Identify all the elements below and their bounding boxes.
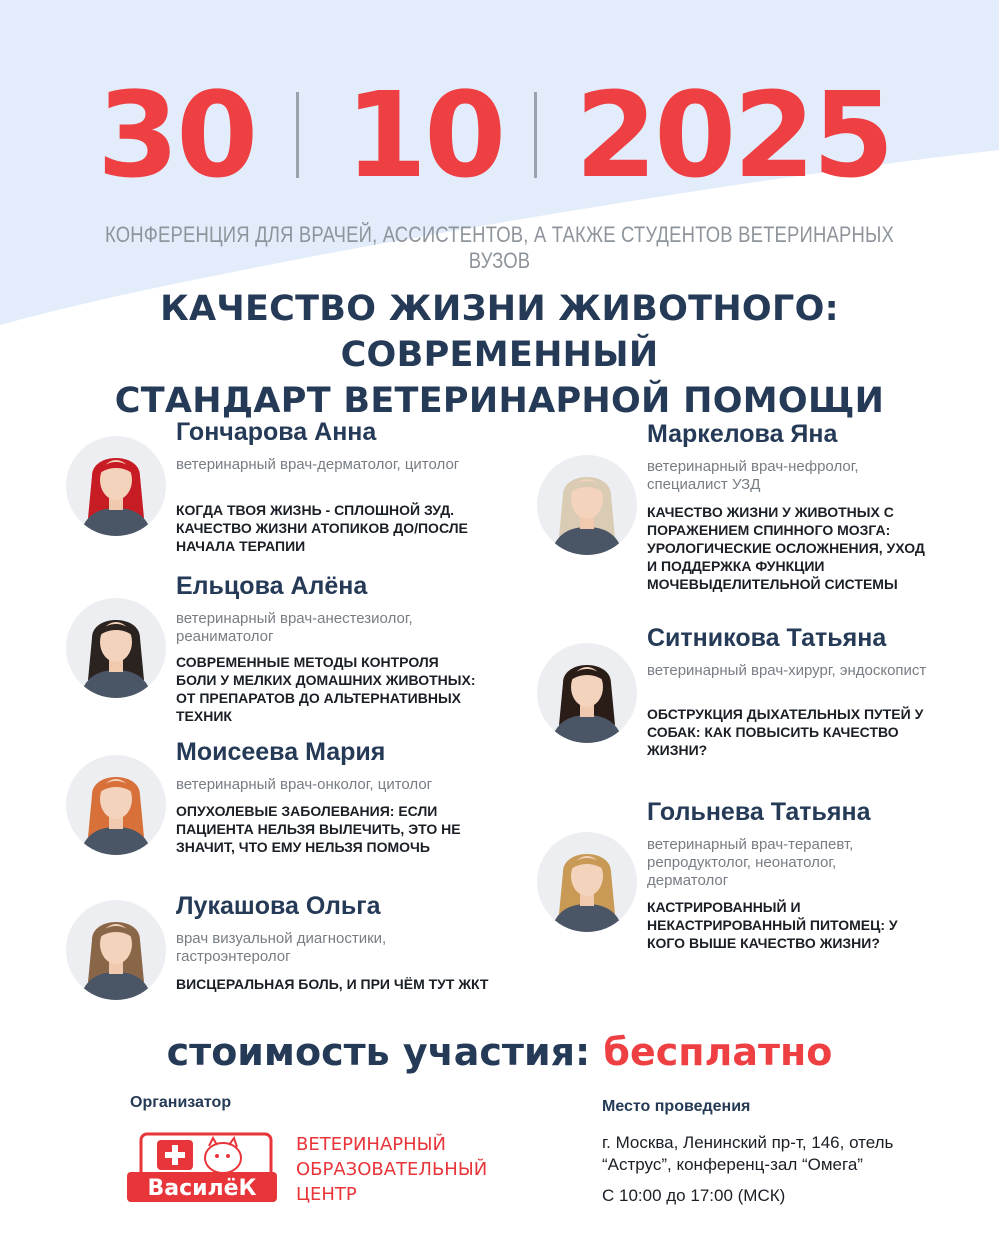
person-portrait-icon — [537, 643, 637, 743]
speaker-talk: ОПУХОЛЕВЫЕ ЗАБОЛЕВАНИЯ: ЕСЛИ ПАЦИЕНТА НЕЛЬЗЯ ВЫЛЕЧИТЬ, ЭТО НЕ ЗНАЧИТ, ЧТО ЕМУ НЕЛЬЗЯ ПОМОЧЬ — [176, 803, 461, 855]
speaker-role: ветеринарный врач-нефролог, специалист УЗД — [647, 458, 859, 493]
person-portrait-icon — [66, 900, 166, 1000]
person-portrait-icon — [66, 436, 166, 536]
logo-wordmark: ВасилёК — [147, 1176, 257, 1201]
conference-title — [0, 286, 999, 424]
organizer-line-3: ЦЕНТР — [296, 1184, 357, 1205]
speaker-photo — [537, 455, 637, 555]
speaker-name: Маркелова Яна — [647, 420, 838, 448]
vasilek-logo — [127, 1132, 277, 1206]
speaker-name: Гольнева Татьяна — [647, 798, 871, 826]
venue-address: г. Москва, Ленинский пр-т, 146, отель “Аструс”, конференц-зал “Омега” — [602, 1133, 894, 1174]
price-label: стоимость участия: — [166, 1030, 591, 1074]
person-portrait-icon — [66, 755, 166, 855]
speaker-role: ветеринарный врач-дерматолог, цитолог — [176, 456, 460, 473]
speaker-role: ветеринарный врач-терапевт, репродуктолог, неонатолог, дерматолог — [647, 836, 854, 889]
date-separator — [296, 92, 299, 178]
speaker-name: Ситникова Татьяна — [647, 624, 887, 652]
organizer-line-2: ОБРАЗОВАТЕЛЬНЫЙ — [296, 1159, 488, 1180]
conference-subtitle: КОНФЕРЕНЦИЯ ДЛЯ ВРАЧЕЙ, АССИСТЕНТОВ, А ТАКЖЕ СТУДЕНТОВ ВЕТЕРИНАРНЫХ ВУЗОВ — [104, 222, 895, 273]
price-line — [0, 1030, 999, 1074]
speaker-name: Ельцова Алёна — [176, 572, 368, 600]
organizer-label: Организатор — [130, 1094, 232, 1111]
speaker-role: ветеринарный врач-хирург, эндоскопист — [647, 662, 927, 679]
person-portrait-icon — [537, 832, 637, 932]
date-year: 2025 — [575, 66, 892, 204]
speaker-name: Гончарова Анна — [176, 418, 377, 446]
event-date — [0, 66, 999, 204]
speaker-photo — [66, 598, 166, 698]
speaker-photo — [66, 900, 166, 1000]
speaker-talk: ОБСТРУКЦИЯ ДЫХАТЕЛЬНЫХ ПУТЕЙ У СОБАК: КАК ПОВЫСИТЬ КАЧЕСТВО ЖИЗНИ? — [647, 706, 924, 758]
title-line-1: КАЧЕСТВО ЖИЗНИ ЖИВОТНОГО: СОВРЕМЕННЫЙ — [160, 289, 839, 375]
date-separator — [534, 92, 537, 178]
speaker-photo — [537, 643, 637, 743]
venue-time: С 10:00 до 17:00 (МСК) — [602, 1186, 786, 1205]
speaker-talk: КОГДА ТВОЯ ЖИЗНЬ - СПЛОШНОЙ ЗУД. КАЧЕСТВО ЖИЗНИ АТОПИКОВ ДО/ПОСЛЕ НАЧАЛА ТЕРАПИИ — [176, 502, 468, 554]
speaker-talk: ВИСЦЕРАЛЬНАЯ БОЛЬ, И ПРИ ЧЁМ ТУТ ЖКТ — [176, 976, 489, 992]
speaker-photo — [537, 832, 637, 932]
speaker-role: ветеринарный врач-анестезиолог, реаниматолог — [176, 610, 413, 645]
speaker-role: врач визуальной диагностики, гастроэнтеролог — [176, 930, 387, 965]
date-day: 30 — [97, 66, 256, 204]
organizer-name — [296, 1132, 487, 1207]
speaker-talk: КАСТРИРОВАННЫЙ И НЕКАСТРИРОВАННЫЙ ПИТОМЕЦ: У КОГО ВЫШЕ КАЧЕСТВО ЖИЗНИ? — [647, 899, 898, 951]
speaker-name: Моисеева Мария — [176, 738, 386, 766]
speaker-talk: КАЧЕСТВО ЖИЗНИ У ЖИВОТНЫХ С ПОРАЖЕНИЕМ СПИННОГО МОЗГА: УРОЛОГИЧЕСКИЕ ОСЛОЖНЕНИЯ, УХОД И ПОДДЕРЖКА ФУНКЦИИ МОЧЕВЫДЕЛИТЕЛЬНОЙ СИСТЕМЫ — [647, 504, 925, 592]
person-portrait-icon — [537, 455, 637, 555]
price-value: бесплатно — [603, 1030, 833, 1074]
speaker-talk: СОВРЕМЕННЫЕ МЕТОДЫ КОНТРОЛЯ БОЛИ У МЕЛКИХ ДОМАШНИХ ЖИВОТНЫХ: ОТ ПРЕПАРАТОВ ДО АЛЬТЕРНАТИВНЫХ ТЕХНИК — [176, 654, 476, 724]
title-line-2: СТАНДАРТ ВЕТЕРИНАРНОЙ ПОМОЩИ — [114, 381, 885, 421]
speaker-role: ветеринарный врач-онколог, цитолог — [176, 776, 433, 793]
date-month: 10 — [345, 66, 504, 204]
person-portrait-icon — [66, 598, 166, 698]
speaker-photo — [66, 436, 166, 536]
speaker-photo — [66, 755, 166, 855]
speaker-name: Лукашова Ольга — [176, 892, 381, 920]
organizer-line-1: ВЕТЕРИНАРНЫЙ — [296, 1134, 446, 1155]
venue-label: Место проведения — [602, 1098, 751, 1115]
